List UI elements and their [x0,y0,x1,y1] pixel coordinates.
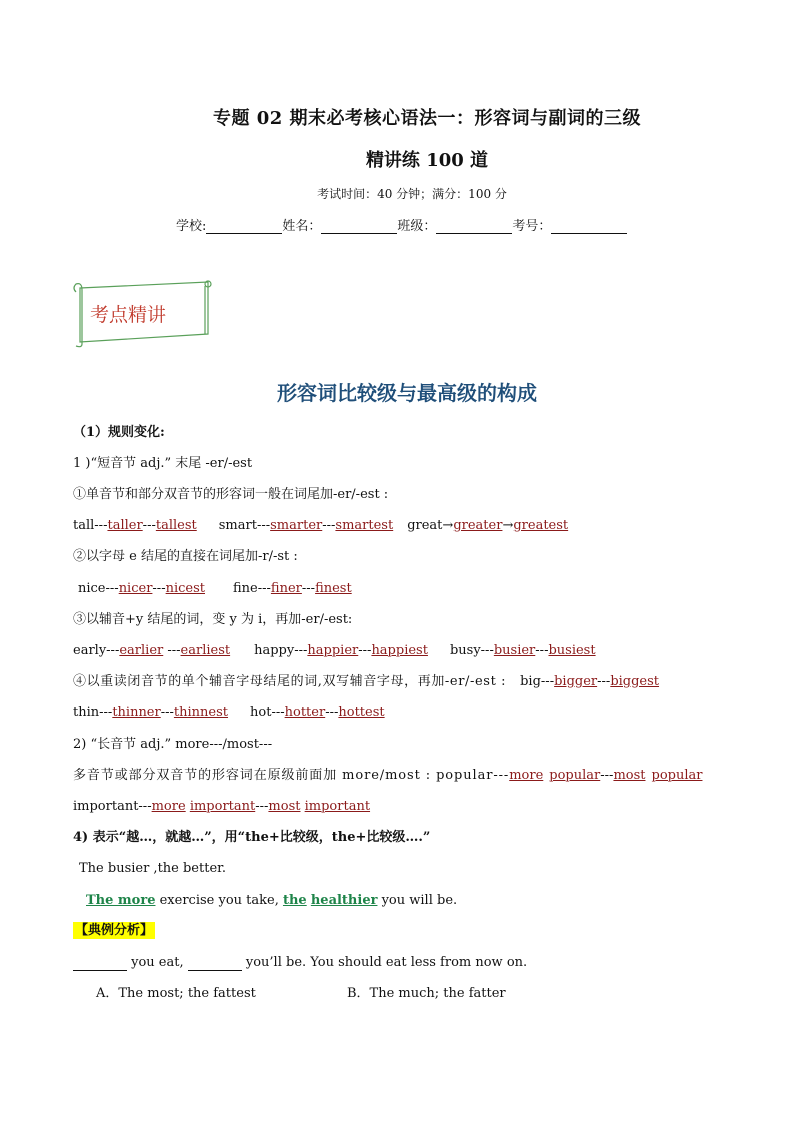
rule2: 2) “长音节 adj.” more---/most--- [73,737,273,752]
separator: --- [163,643,181,658]
number-label: 考号： [512,219,552,234]
answer-word: important [304,799,371,814]
example-line-5 [73,799,370,815]
sub-rule-5: 多音节或部分双音节的形容词在原级前面加 more/most : popular--- [73,768,510,783]
example-line-2 [78,581,352,597]
sub-rule-5-line [73,768,702,784]
answer-word: most [268,799,301,814]
separator: --- [322,518,336,533]
example-line-3 [73,643,596,659]
base-word: thin--- [73,705,113,720]
class-label: 班级： [397,219,437,234]
sentence-part: exercise you take, [155,893,283,908]
answer-word: tallest [155,518,197,533]
answer-word: smarter [270,518,323,533]
question-text: you eat, [127,955,188,970]
analysis-tag-line [73,923,155,939]
answer-word: taller [107,518,143,533]
answer-blank[interactable] [73,958,127,971]
option-b[interactable]: B．The much; the fatter [347,986,506,1001]
separator: --- [301,581,316,596]
answer-word: biggest [610,674,660,689]
answer-word: nicer [118,581,153,596]
base-word: hot--- [250,705,285,720]
class-field[interactable] [436,220,512,234]
name-label: 姓名： [282,219,322,234]
highlight-phrase: healthier [310,893,378,908]
separator: --- [152,581,166,596]
answer-word: happiest [371,643,428,658]
document-title: 专题 02 期末必考核心语法一：形容词与副词的三级 [212,108,642,129]
answer-word: more [151,799,186,814]
example-line-4 [73,705,385,721]
answer-word: finer [270,581,302,596]
base-word: busy--- [449,643,494,658]
rule4: 4) 表示“越…，就越…”，用“the+比较级，the+比较级….” [73,830,431,845]
base-word: early--- [73,643,120,658]
separator: --- [255,799,269,814]
answer-blank[interactable] [188,958,242,971]
separator: --- [358,643,372,658]
separator: --- [325,705,339,720]
base-word: big--- [520,674,555,689]
answer-word: more [509,768,544,783]
base-word: tall--- [73,518,108,533]
answer-word: happier [307,643,359,658]
answer-word: busier [493,643,536,658]
name-field[interactable] [321,220,397,234]
answer-word: bigger [554,674,598,689]
answer-word: earlier [119,643,164,658]
arrow: → [502,518,514,533]
sub-rule-4: ④以重读闭音节的单个辅音字母结尾的词,双写辅音字母，再加-er/-est : [73,674,507,689]
answer-word: popular [549,768,601,783]
student-info-fields [176,215,627,234]
answer-word: greater [453,518,503,533]
base-word: great→ [407,518,454,533]
analysis-tag: 【典例分析】 [75,923,154,938]
sub-rule-3: ③以辅音+y 结尾的词，变 y 为 i，再加-er/-est: [73,612,353,627]
base-word: smart--- [218,518,271,533]
section-badge [70,278,216,348]
answer-word: hottest [338,705,385,720]
separator: --- [597,674,611,689]
example-sentence-1: The busier ,the better. [79,861,227,876]
highlight-phrase: the [282,893,307,908]
section-title: 形容词比较级与最高级的构成 [277,381,537,405]
sentence-part: you will be. [377,893,458,908]
rule1-heading: （1）规则变化: [73,425,165,440]
base-word: fine--- [233,581,271,596]
sub-rule-4-line [73,674,659,690]
base-word: important--- [73,799,152,814]
answer-word: busiest [548,643,596,658]
rule1-intro: 1 )“短音节 adj.” 末尾 -er/-est [73,456,253,471]
school-label: 学校: [176,219,207,234]
highlight-phrase: The more [86,893,156,908]
example-sentence-2 [86,893,457,909]
number-field[interactable] [551,220,627,234]
exam-info: 考试时间：40 分钟；满分：100 分 [317,187,507,201]
separator: --- [600,768,614,783]
question-text: you’ll be. You should eat less from now on. [241,955,528,970]
answer-word: thinner [112,705,161,720]
base-word: happy--- [254,643,308,658]
answer-word: earliest [180,643,231,658]
document-subtitle: 精讲练 100 道 [365,150,489,171]
sub-rule-2: ②以字母 e 结尾的直接在词尾加-r/-st : [73,549,298,564]
answer-word: finest [315,581,352,596]
answer-word: important [189,799,256,814]
base-word: nice--- [78,581,119,596]
answer-word: smartest [335,518,394,533]
badge-label: 考点精讲 [90,304,167,326]
answer-word: greatest [513,518,569,533]
option-a[interactable]: A．The most; the fattest [96,986,256,1001]
answer-word: most [613,768,646,783]
answer-word: nicest [165,581,205,596]
separator: --- [160,705,174,720]
answer-word: thinnest [173,705,229,720]
answer-word: hotter [284,705,326,720]
answer-word: popular [651,768,703,783]
separator: --- [535,643,549,658]
school-field[interactable] [206,220,282,234]
example-line-1 [73,518,568,534]
separator: --- [142,518,156,533]
question-line [73,955,527,971]
sub-rule-1: ①单音节和部分双音节的形容词一般在词尾加-er/-est : [73,487,389,502]
